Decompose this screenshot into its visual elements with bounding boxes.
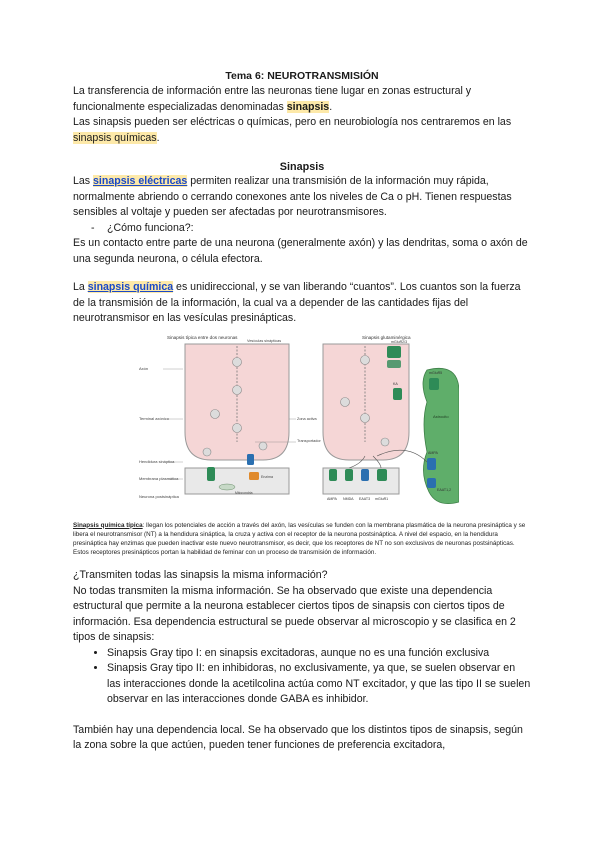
label-vesiculas: Vesículas sinápticas bbox=[247, 338, 282, 343]
vesicle bbox=[361, 355, 370, 364]
dash-marker: - bbox=[91, 221, 95, 234]
highlight-sinapsis: sinapsis bbox=[286, 100, 330, 113]
electric-paragraph bbox=[73, 174, 531, 221]
chemical-text-start: La bbox=[73, 281, 88, 293]
eaat3-transporter bbox=[361, 469, 369, 481]
page-title: Tema 6: NEUROTRANSMISIÓN bbox=[225, 70, 379, 82]
enzyme-left bbox=[249, 472, 259, 480]
intro-paragraph-2 bbox=[73, 115, 531, 146]
mglur5-receptor bbox=[429, 378, 439, 390]
mglur1-receptor bbox=[377, 469, 387, 481]
gray-question: ¿Transmiten todas las sinapsis la misma información? bbox=[73, 569, 328, 582]
chemical-paragraph bbox=[73, 280, 531, 327]
electric-answer: Es un contacto entre parte de una neurona (generalmente axón) y las dendritas, soma o axón de una segunda neurona, o célula efectora. bbox=[73, 237, 528, 265]
label-mitocondria: Mitocondria bbox=[235, 490, 253, 495]
intro-text-end: . bbox=[329, 100, 333, 113]
caption-lead: Sinapsis química típica bbox=[73, 521, 143, 529]
mitochondria-icon bbox=[219, 484, 235, 490]
label-eaat3: EAAT3 bbox=[359, 496, 371, 501]
transporter-left bbox=[247, 454, 254, 465]
intro-text: La transferencia de información entre las neuronas tiene lugar en zonas estructural y funcionalmente especializadas denominadas bbox=[73, 85, 472, 113]
label-axon: Axón bbox=[139, 365, 149, 371]
vesicle bbox=[259, 442, 267, 450]
label-membrana: Membrana plasmática bbox=[139, 475, 179, 481]
figure-left-title: Sinapsis típica entre dos neuronas bbox=[167, 334, 238, 340]
mglur23-receptor bbox=[387, 346, 401, 368]
label-neurona-post: Neurona postsináptica bbox=[139, 493, 179, 499]
bullet-gray-tipo-1: • Sinapsis Gray tipo I: en sinapsis excitadoras, aunque no es una función exclusiva bbox=[107, 646, 531, 662]
local-paragraph: También hay una dependencia local. Se ha observado que los distintos tipos de sinapsis, según la zona sobre la que actúen, pueden tener funciones de preferencia excitadora, bbox=[73, 723, 523, 752]
label-terminal-axonico: Terminal axónico bbox=[139, 415, 170, 421]
dash-list-item bbox=[73, 221, 531, 237]
gray-bullet-list bbox=[73, 646, 531, 708]
ka-receptor bbox=[393, 388, 402, 400]
ampa-receptor bbox=[329, 469, 337, 481]
figure-caption bbox=[73, 521, 531, 558]
highlight-sinapsis-quimicas: sinapsis químicas bbox=[73, 131, 157, 144]
intro-text-2: Las sinapsis pueden ser eléctricas o químicas, pero en neurobiología nos centraremos en las bbox=[73, 116, 512, 128]
label-mglur23: mGluR2/3 bbox=[391, 339, 408, 344]
vesicle bbox=[203, 448, 211, 456]
label-ampa: AMPA bbox=[327, 496, 337, 501]
link-sinapsis-electricas[interactable]: sinapsis eléctricas bbox=[93, 175, 188, 187]
label-astrocito: Astrocito bbox=[433, 413, 449, 419]
question-como-funciona: ¿Cómo funciona?: bbox=[107, 221, 194, 234]
eaat12-transporter bbox=[427, 478, 436, 488]
gray-paragraph: No todas transmiten la misma información. Se ha observado que existe una dependencia estructural que permite a la neurona establecer ciertos tipos de sinapsis con ciertos tipos de información. Esa dependencia estructural se puede observar al microscopio y se clasifica en 2 tipos de sinapsis: bbox=[73, 584, 516, 644]
link-sinapsis-quimica[interactable]: sinapsis química bbox=[87, 281, 174, 293]
label-mglur1: mGluR1 bbox=[375, 496, 389, 501]
label-ka: KA bbox=[393, 381, 398, 386]
synapse-diagram-svg bbox=[137, 332, 459, 518]
label-ampa-astro: AMPA bbox=[428, 450, 438, 455]
chemical-text: es unidireccional, y se van liberando “cuantos”. Los cuantos son la fuerza de la transmisión de la información, la cual va a depender de las cantidades fijas del neurotransmisor en las vesículas presinápticas. bbox=[73, 281, 521, 324]
document-page bbox=[73, 70, 531, 754]
label-hendidura: Hendidura sináptica bbox=[139, 458, 175, 464]
vesicle bbox=[233, 423, 242, 432]
vesicle bbox=[233, 385, 242, 394]
section-title-sinapsis: Sinapsis bbox=[279, 161, 325, 173]
label-zona-activa: Zona activa bbox=[297, 416, 317, 421]
electric-text: permiten realizar una transmisión de la información muy rápida, normalmente abriendo o cerrando conexones ante los niveles de Ca o pH. Tienen respuestas sensibles al voltaje y pueden ser afectadas por neurotransmisores. bbox=[73, 175, 512, 218]
intro-text-2-end: . bbox=[156, 131, 160, 144]
caption-text: : llegan los potenciales de acción a través del axón, las vesículas se funden con la membrana plasmática de la neurona presináptica y se libera el neurotransmisor (NT) a la hendidura sináptica, la cruza y activa con el receptor de la neurona postsináptica. A nivel del espacio, en la hendidura presináptica hay enzimas que pueden inactivar este nuevo neurotransmisor, es decir, que los receptores de NT no son exclusivos de neuronas postsinápticas. Estos receptores presinápticos portan la habilidad de feminar con un proceso de transmisión de información. bbox=[73, 521, 526, 557]
synapse-figure bbox=[137, 332, 459, 518]
figure-right-title: Sinapsis glutaminérgica bbox=[362, 334, 411, 340]
label-eaat12: EAAT1,2 bbox=[437, 487, 452, 492]
label-nmda: NMDA bbox=[343, 496, 354, 501]
vesicle bbox=[211, 409, 220, 418]
ampa-astro bbox=[427, 458, 436, 470]
vesicle bbox=[381, 438, 389, 446]
intro-paragraph-1 bbox=[73, 84, 531, 115]
vesicle bbox=[361, 413, 370, 422]
vesicle bbox=[341, 397, 350, 406]
label-mglur5: mGluR5 bbox=[429, 370, 443, 375]
receptor-left bbox=[207, 467, 215, 481]
bullet-gray-tipo-2: • Sinapsis Gray tipo II: en inhibidoras, no exclusivamente, ya que, se suelen observar en las interacciones donde la acetilcolina actúa como NT excitador, y que las tipo II se suelen observar en las interacciones donde GABA es inhibidor. bbox=[107, 661, 531, 708]
nmda-receptor bbox=[345, 469, 353, 481]
vesicle bbox=[233, 357, 242, 366]
label-enzima: Enzima bbox=[261, 474, 273, 479]
electric-text-start: Las bbox=[73, 175, 94, 187]
label-transportador: Transportador bbox=[297, 438, 321, 443]
